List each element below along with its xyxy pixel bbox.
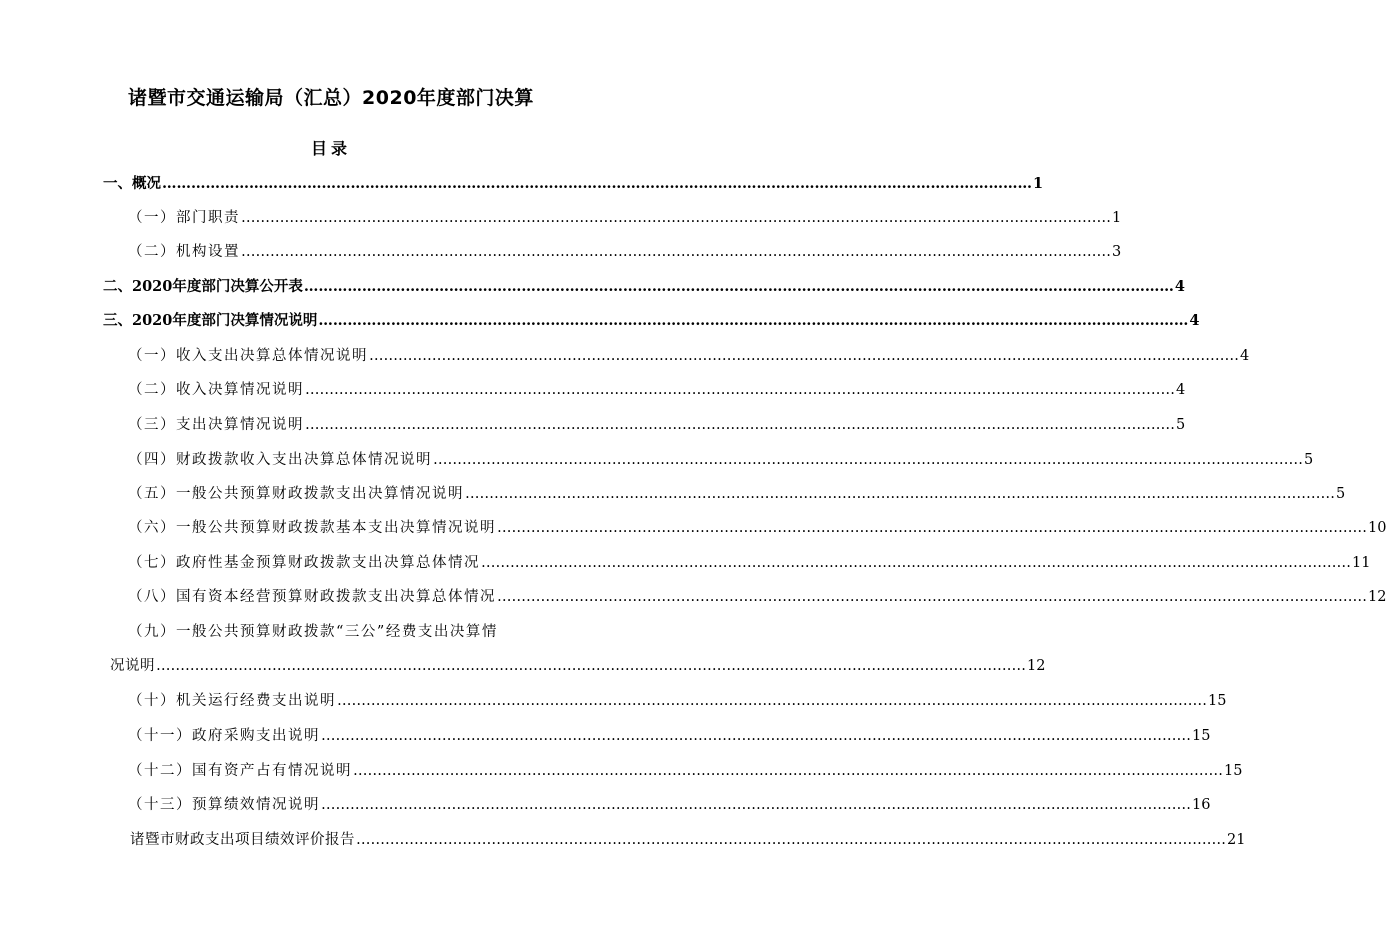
toc-page-number: 4 <box>1189 312 1200 329</box>
toc-page-number: 1 <box>1033 175 1044 192</box>
dot-leader: ……………………………………………………………………………………………………………………………………………………………… <box>162 175 1032 192</box>
toc-entry-label: （三）支出决算情况说明 <box>128 417 304 433</box>
toc-entry-state-capital[interactable] <box>128 587 1386 607</box>
toc-entry-government-fund[interactable] <box>128 553 1371 573</box>
toc-entry-label: （一）部门职责 <box>128 210 240 226</box>
toc-entry-label: 一、概况 <box>103 175 161 192</box>
toc-entry-general-budget-basic-expenditure[interactable] <box>128 518 1386 538</box>
dot-leader: ……………………………………………………………………………………………………………………………………………………………… <box>305 382 1175 398</box>
toc-page-number: 4 <box>1240 348 1250 364</box>
toc-entry-income[interactable] <box>128 380 1186 400</box>
dot-leader: ……………………………………………………………………………………………………………………………………………………………… <box>156 658 1026 674</box>
toc-entry-label: （六）一般公共预算财政拨款基本支出决算情况说明 <box>128 520 496 536</box>
toc-entry-final-accounts-explanation[interactable] <box>103 311 1200 331</box>
toc-entry-overview[interactable] <box>103 174 1044 194</box>
toc-entry-fiscal-appropriation[interactable] <box>128 450 1314 470</box>
dot-leader: ……………………………………………………………………………………………………………………………………………………………… <box>369 348 1239 364</box>
toc-entry-label: （一）收入支出决算总体情况说明 <box>128 348 368 364</box>
toc-entry-responsibilities[interactable] <box>128 208 1122 228</box>
dot-leader: ……………………………………………………………………………………………………………………………………………………………… <box>321 728 1191 744</box>
toc-entry-evaluation-report[interactable] <box>130 830 1246 850</box>
toc-heading: 目录 <box>310 139 351 158</box>
toc-page-number: 5 <box>1176 417 1186 433</box>
toc-entry-label: （七）政府性基金预算财政拨款支出决算总体情况 <box>128 555 480 571</box>
toc-page-number: 21 <box>1227 832 1246 848</box>
dot-leader: ……………………………………………………………………………………………………………………………………………………………… <box>321 797 1191 813</box>
toc-page-number: 12 <box>1368 589 1386 605</box>
dot-leader: ……………………………………………………………………………………………………………………………………………………………… <box>241 210 1111 226</box>
toc-page-number: 4 <box>1174 278 1185 295</box>
toc-page-number: 5 <box>1336 486 1346 502</box>
dot-leader: ……………………………………………………………………………………………………………………………………………………………… <box>337 693 1207 709</box>
toc-entry-operating-expenses[interactable] <box>128 691 1227 711</box>
toc-entry-label: （五）一般公共预算财政拨款支出决算情况说明 <box>128 486 464 502</box>
toc-entry-organization[interactable] <box>128 242 1122 262</box>
toc-entry-three-public[interactable] <box>110 656 1046 676</box>
toc-entry-label: 况说明 <box>110 658 155 674</box>
toc-page-number: 3 <box>1112 244 1122 260</box>
toc-entry-label: 诸暨市财政支出项目绩效评价报告 <box>130 832 355 848</box>
dot-leader: ……………………………………………………………………………………………………………………………………………………………… <box>497 589 1367 605</box>
toc-entry-final-accounts-tables[interactable] <box>103 277 1185 297</box>
toc-page-number: 15 <box>1208 693 1227 709</box>
toc-entry-label: （十）机关运行经费支出说明 <box>128 693 336 709</box>
toc-entry-label: （十三）预算绩效情况说明 <box>128 797 320 813</box>
toc-entry-performance[interactable] <box>128 795 1211 815</box>
toc-page-number: 1 <box>1112 210 1122 226</box>
document-title: 诸暨市交通运输局（汇总）2020年度部门决算 <box>128 87 534 109</box>
toc-entry-procurement[interactable] <box>128 726 1211 746</box>
toc-entry-label: （二）机构设置 <box>128 244 240 260</box>
toc-entry-state-assets[interactable] <box>128 761 1243 781</box>
toc-page-number: 10 <box>1368 520 1386 536</box>
toc-page-number: 16 <box>1192 797 1211 813</box>
toc-entry-income-expenditure-overview[interactable] <box>128 346 1250 366</box>
toc-page-number: 5 <box>1304 452 1314 468</box>
toc-entry-label: （八）国有资本经营预算财政拨款支出决算总体情况 <box>128 589 496 605</box>
toc-entry-label: （四）财政拨款收入支出决算总体情况说明 <box>128 452 432 468</box>
toc-page-number: 15 <box>1192 728 1211 744</box>
toc-entry-expenditure[interactable] <box>128 415 1186 435</box>
toc-entry-label: （十二）国有资产占有情况说明 <box>128 763 352 779</box>
toc-page-number: 12 <box>1027 658 1046 674</box>
toc-entry-general-budget-expenditure[interactable] <box>128 484 1346 504</box>
dot-leader: ……………………………………………………………………………………………………………………………………………………………… <box>305 417 1175 433</box>
dot-leader: ……………………………………………………………………………………………………………………………………………………………… <box>241 244 1111 260</box>
dot-leader: ……………………………………………………………………………………………………………………………………………………………… <box>318 312 1189 329</box>
toc-entry-label: （十一）政府采购支出说明 <box>128 728 320 744</box>
dot-leader: ……………………………………………………………………………………………………………………………………………………………… <box>481 555 1351 571</box>
toc-entry-label: 二、2020年度部门决算公开表 <box>103 278 303 295</box>
toc-entry-three-public-label-line1[interactable]: （九）一般公共预算财政拨款“三公”经费支出决算情 <box>128 624 498 640</box>
toc-page-number: 11 <box>1352 555 1371 571</box>
toc-page-number: 15 <box>1224 763 1243 779</box>
toc-entry-label: （二）收入决算情况说明 <box>128 382 304 398</box>
dot-leader: ……………………………………………………………………………………………………………………………………………………………… <box>497 520 1367 536</box>
toc-entry-label: 三、2020年度部门决算情况说明 <box>103 312 318 329</box>
dot-leader: ……………………………………………………………………………………………………………………………………………………………… <box>465 486 1335 502</box>
dot-leader: ……………………………………………………………………………………………………………………………………………………………… <box>353 763 1223 779</box>
dot-leader: ……………………………………………………………………………………………………………………………………………………………… <box>303 278 1174 295</box>
dot-leader: ……………………………………………………………………………………………………………………………………………………………… <box>433 452 1303 468</box>
toc-page-number: 4 <box>1176 382 1186 398</box>
dot-leader: ……………………………………………………………………………………………………………………………………………………………… <box>356 832 1226 848</box>
